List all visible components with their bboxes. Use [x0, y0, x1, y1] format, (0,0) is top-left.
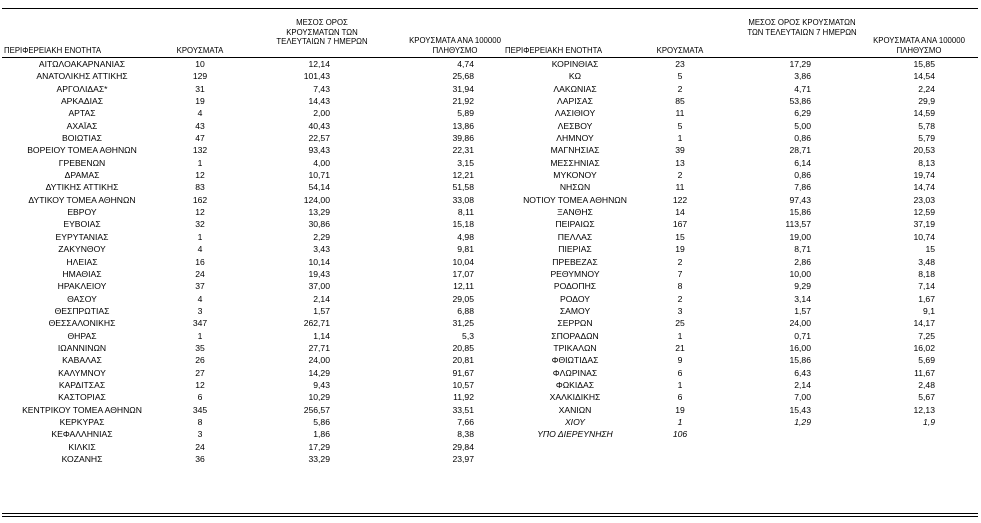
table-cell-cases: 2 [677, 256, 683, 267]
table-cell-per100k: 5,79 [918, 133, 935, 144]
table-cell-cases: 14 [675, 207, 685, 218]
table-cell-avg7: 22,57 [308, 133, 330, 144]
table-cell-avg7: 10,14 [308, 256, 330, 267]
table-cell-avg7: 30,86 [308, 219, 330, 230]
table-cell-region: ΠΕΛΛΑΣ [557, 231, 593, 242]
table-cell-avg7: 262,71 [303, 318, 330, 329]
table-cell-region: ΚΩ [568, 71, 582, 82]
left-region-column [4, 58, 160, 465]
table-cell-avg7: 1,57 [313, 305, 330, 316]
table-top-rule [2, 8, 978, 9]
table-cell-cases: 1 [197, 157, 203, 168]
table-cell-region: ΑΡΤΑΣ [68, 108, 96, 119]
table-cell-cases: 2 [677, 83, 683, 94]
table-cell-region: ΘΑΣΟΥ [67, 293, 97, 304]
table-cell-region: ΣΠΟΡΑΔΩΝ [551, 330, 599, 341]
table-cell-region: ΗΜΑΘΙΑΣ [62, 268, 102, 279]
table-cell-region: ΡΟΔΟΠΗΣ [553, 281, 597, 292]
table-cell-avg7: 13,29 [308, 207, 330, 218]
table-cell-per100k: 8,13 [918, 157, 935, 168]
table-cell-region: ΠΙΕΡΙΑΣ [558, 244, 592, 255]
table-cell-region: ΜΑΓΝΗΣΙΑΣ [550, 145, 600, 156]
table-cell-per100k: 3,15 [457, 157, 474, 168]
table-cell-avg7 [771, 428, 811, 440]
header-region-left: ΠΕΡΙΦΕΡΕΙΑΚΗ ΕΝΟΤΗΤΑ [4, 46, 102, 55]
table-cell-per100k: 1,9 [923, 416, 935, 427]
table-cell-cases: 39 [675, 145, 685, 156]
table-cell-region: ΝΟΤΙΟΥ ΤΟΜΕΑ ΑΘΗΝΩΝ [523, 194, 627, 205]
table-cell-per100k: 3,48 [918, 256, 935, 267]
table-cell-region: ΝΗΣΩΝ [559, 182, 591, 193]
table-cell-region: ΠΡΕΒΕΖΑΣ [552, 256, 598, 267]
table-cell-per100k: 5,69 [918, 355, 935, 366]
left-per100k-column [434, 58, 474, 465]
table-cell-region: ΧΑΝΙΩΝ [558, 404, 592, 415]
table-cell-region: ΑΡΓΟΛΙΔΑΣ* [56, 83, 108, 94]
table-cell-avg7: 5,00 [794, 120, 811, 131]
table-bottom-rule-double [2, 516, 978, 517]
table-cell-per100k: 7,66 [457, 416, 474, 427]
table-cell-avg7: 3,43 [313, 244, 330, 255]
table-cell-region: ΚΑΡΔΙΤΣΑΣ [58, 379, 106, 390]
table-cell-per100k: 7,14 [918, 281, 935, 292]
table-cell-avg7: 2,00 [313, 108, 330, 119]
header-avg7-right: ΜΕΣΟΣ ΟΡΟΣ ΚΡΟΥΣΜΑΤΩΝ ΤΩΝ ΤΕΛΕΥΤΑΙΩΝ 7 ΗΜΕΡΩΝ [747, 18, 857, 37]
table-cell-cases: 5 [677, 71, 683, 82]
table-cell-region: ΚΑΒΑΛΑΣ [62, 355, 102, 366]
table-cell-per100k: 4,98 [457, 231, 474, 242]
table-cell-region: ΒΟΙΩΤΙΑΣ [62, 133, 102, 144]
table-cell-avg7: 19,00 [789, 231, 811, 242]
table-cell-region: ΛΗΜΝΟΥ [556, 133, 594, 144]
table-cell-cases: 2 [677, 293, 683, 304]
table-cell-region: ΜΕΣΣΗΝΙΑΣ [550, 157, 600, 168]
table-cell-cases: 31 [195, 83, 205, 94]
table-cell-per100k: 9,1 [923, 305, 935, 316]
right-avg7-column [771, 58, 811, 441]
table-cell-cases: 1 [677, 133, 683, 144]
table-cell-cases: 122 [672, 194, 688, 205]
table-cell-region: ΙΩΑΝΝΙΝΩΝ [57, 342, 107, 353]
table-cell-region: ΛΕΣΒΟΥ [557, 120, 593, 131]
table-cell-region: ΛΑΡΙΣΑΣ [557, 96, 593, 107]
table-cell-cases: 3 [197, 429, 203, 440]
table-cell-per100k: 10,74 [913, 231, 935, 242]
table-cell-region: ΚΕΝΤΡΙΚΟΥ ΤΟΜΕΑ ΑΘΗΝΩΝ [22, 404, 142, 415]
table-cell-cases: 27 [195, 367, 205, 378]
table-cell-cases: 2 [677, 170, 683, 181]
table-cell-per100k: 25,68 [452, 71, 474, 82]
table-cell-cases: 36 [195, 454, 205, 464]
table-cell-per100k: 8,38 [457, 429, 474, 440]
table-cell-avg7: 0,86 [794, 133, 811, 144]
table-cell-avg7: 4,71 [794, 83, 811, 94]
right-region-column [500, 58, 650, 441]
table-cell-cases: 106 [672, 429, 688, 440]
table-cell-avg7: 6,29 [794, 108, 811, 119]
table-cell-region: ΘΕΣΣΑΛΟΝΙΚΗΣ [48, 318, 116, 329]
table-cell-avg7: 16,00 [789, 342, 811, 353]
table-cell-region: ΚΙΛΚΙΣ [68, 441, 96, 452]
table-cell-per100k: 20,81 [452, 355, 474, 366]
table-cell-per100k: 2,48 [918, 379, 935, 390]
table-cell-avg7: 10,00 [789, 268, 811, 279]
table-cell-cases: 12 [195, 379, 205, 390]
table-cell-per100k: 31,94 [452, 83, 474, 94]
table-cell-region: ΕΒΡΟΥ [67, 207, 97, 218]
table-cell-cases: 132 [192, 145, 208, 156]
table-cell-avg7: 10,29 [308, 392, 330, 403]
table-cell-per100k: 33,08 [452, 194, 474, 205]
table-cell-avg7: 53,86 [789, 96, 811, 107]
table-cell-per100k: 23,03 [913, 194, 935, 205]
table-cell-avg7: 12,14 [308, 59, 330, 69]
table-cell-per100k: 9,81 [457, 244, 474, 255]
table-cell-region: ΘΗΡΑΣ [67, 330, 97, 341]
table-cell-per100k: 33,51 [452, 404, 474, 415]
table-cell-avg7: 6,43 [794, 367, 811, 378]
table-cell-cases: 6 [677, 367, 683, 378]
table-cell-per100k: 16,02 [913, 342, 935, 353]
table-cell-per100k: 20,53 [913, 145, 935, 156]
table-cell-per100k: 29,9 [918, 96, 935, 107]
table-cell-cases: 11 [675, 182, 685, 193]
table-cell-avg7: 17,29 [308, 441, 330, 452]
table-cell-region: ΑΡΚΑΔΙΑΣ [60, 96, 104, 107]
table-cell-per100k: 5,3 [462, 330, 474, 341]
table-cell-cases: 21 [675, 342, 685, 353]
table-cell-avg7: 24,00 [789, 318, 811, 329]
table-cell-cases: 345 [192, 404, 208, 415]
table-cell-avg7: 28,71 [789, 145, 811, 156]
right-cases-column [648, 58, 712, 441]
table-cell-cases: 43 [195, 120, 205, 131]
table-cell-region: ΣΕΡΡΩΝ [557, 318, 593, 329]
table-cell-cases: 3 [197, 305, 203, 316]
table-cell-region: ΗΡΑΚΛΕΙΟΥ [57, 281, 107, 292]
table-cell-per100k: 15 [925, 244, 935, 255]
table-cell-avg7: 15,86 [789, 355, 811, 366]
table-cell-cases: 19 [675, 244, 685, 255]
table-cell-avg7: 93,43 [308, 145, 330, 156]
table-cell-avg7: 24,00 [308, 355, 330, 366]
table-cell-region: ΑΝΑΤΟΛΙΚΗΣ ΑΤΤΙΚΗΣ [36, 71, 128, 82]
table-cell-per100k: 29,84 [452, 441, 474, 452]
table-cell-avg7: 6,14 [794, 157, 811, 168]
table-cell-avg7: 14,43 [308, 96, 330, 107]
table-cell-cases: 23 [675, 59, 685, 69]
table-cell-avg7: 17,29 [789, 59, 811, 69]
table-cell-cases: 13 [675, 157, 685, 168]
table-cell-avg7: 19,43 [308, 268, 330, 279]
table-cell-cases: 32 [195, 219, 205, 230]
right-per100k-column [895, 58, 935, 441]
table-cell-per100k: 8,18 [918, 268, 935, 279]
table-cell-region: ΠΕΙΡΑΙΩΣ [555, 219, 595, 230]
table-cell-per100k: 37,19 [913, 219, 935, 230]
table-cell-avg7: 4,00 [313, 157, 330, 168]
table-cell-cases: 3 [677, 305, 683, 316]
table-cell-region: ΚΕΦΑΛΛΗΝΙΑΣ [51, 429, 113, 440]
table-cell-cases: 10 [195, 59, 205, 69]
table-cell-region: ΥΠΟ ΔΙΕΡΕΥΝΗΣΗ [537, 429, 613, 440]
table-cell-avg7: 7,43 [313, 83, 330, 94]
table-cell-avg7: 2,14 [794, 379, 811, 390]
header-per100k-right: ΚΡΟΥΣΜΑΤΑ ΑΝΑ 100000 ΠΛΗΘΥΣΜΟ [873, 36, 965, 55]
table-cell-avg7: 10,71 [308, 170, 330, 181]
table-cell-per100k: 19,74 [913, 170, 935, 181]
table-cell-cases: 19 [675, 404, 685, 415]
table-cell-per100k: 2,24 [918, 83, 935, 94]
table-bottom-rule [2, 513, 978, 514]
table-cell-avg7: 1,86 [313, 429, 330, 440]
table-cell-cases: 85 [675, 96, 685, 107]
table-cell-per100k: 23,97 [452, 454, 474, 464]
table-cell-cases: 1 [197, 330, 203, 341]
table-cell-per100k [895, 428, 935, 440]
table-cell-avg7: 7,00 [794, 392, 811, 403]
table-cell-region: ΣΑΜΟΥ [559, 305, 591, 316]
table-cell-cases: 37 [195, 281, 205, 292]
table-cell-region: ΒΟΡΕΙΟΥ ΤΟΜΕΑ ΑΘΗΝΩΝ [27, 145, 137, 156]
table-cell-region: ΚΟΡΙΝΘΙΑΣ [551, 59, 599, 69]
header-per100k-left: ΚΡΟΥΣΜΑΤΑ ΑΝΑ 100000 ΠΛΗΘΥΣΜΟ [409, 36, 501, 55]
table-cell-per100k: 14,59 [913, 108, 935, 119]
table-cell-cases: 4 [197, 293, 203, 304]
table-cell-avg7: 2,29 [313, 231, 330, 242]
table-cell-region: ΔΥΤΙΚΗΣ ΑΤΤΙΚΗΣ [45, 182, 119, 193]
table-cell-per100k: 11,92 [453, 392, 474, 403]
table-cell-avg7: 0,86 [794, 170, 811, 181]
table-cell-per100k: 13,86 [452, 120, 474, 131]
table-cell-per100k: 17,07 [452, 268, 474, 279]
table-cell-per100k: 5,78 [918, 120, 935, 131]
table-cell-per100k: 1,67 [918, 293, 935, 304]
table-cell-avg7: 3,14 [794, 293, 811, 304]
left-cases-column [168, 58, 232, 465]
table-cell-cases: 11 [675, 108, 685, 119]
table-cell-region: ΗΛΕΙΑΣ [66, 256, 98, 267]
table-cell-region: ΞΑΝΘΗΣ [557, 207, 593, 218]
table-cell-cases: 19 [195, 96, 205, 107]
table-cell-cases: 6 [197, 392, 203, 403]
table-cell-cases: 1 [677, 416, 683, 427]
table-cell-per100k: 20,85 [452, 342, 474, 353]
table-cell-avg7: 9,29 [794, 281, 811, 292]
header-avg7-left: ΜΕΣΟΣ ΟΡΟΣ ΚΡΟΥΣΜΑΤΩΝ ΤΩΝ ΤΕΛΕΥΤΑΙΩΝ 7 ΗΜΕΡΩΝ [276, 18, 368, 46]
header-cases-right: ΚΡΟΥΣΜΑΤΑ [656, 46, 704, 55]
table-cell-region: ΛΑΚΩΝΙΑΣ [553, 83, 597, 94]
table-cell-region: ΑΧΑΪΑΣ [66, 120, 98, 131]
table-cell-per100k: 12,59 [913, 207, 935, 218]
table-cell-avg7: 2,14 [313, 293, 330, 304]
header-cases-left: ΚΡΟΥΣΜΑΤΑ [176, 46, 224, 55]
table-cell-region: ΚΕΡΚΥΡΑΣ [59, 416, 105, 427]
table-cell-region: ΕΥΡΥΤΑΝΙΑΣ [55, 231, 109, 242]
table-cell-avg7: 15,43 [789, 404, 811, 415]
table-cell-cases: 47 [195, 133, 205, 144]
table-cell-avg7: 1,29 [794, 416, 811, 427]
table-cell-avg7: 5,86 [313, 416, 330, 427]
table-cell-region: ΚΑΣΤΟΡΙΑΣ [58, 392, 106, 403]
table-cell-cases: 12 [195, 207, 205, 218]
table-cell-cases: 24 [195, 268, 205, 279]
table-cell-per100k: 91,67 [452, 367, 474, 378]
table-cell-avg7: 2,86 [794, 256, 811, 267]
table-cell-avg7: 37,00 [308, 281, 330, 292]
table-cell-region: ΡΟΔΟΥ [560, 293, 590, 304]
table-cell-avg7: 15,86 [789, 207, 811, 218]
table-cell-cases: 9 [677, 355, 683, 366]
table-cell-cases: 26 [195, 355, 205, 366]
table-cell-region: ΦΛΩΡΙΝΑΣ [552, 367, 598, 378]
header-region-right: ΠΕΡΙΦΕΡΕΙΑΚΗ ΕΝΟΤΗΤΑ [505, 46, 603, 55]
table-cell-region: ΔΡΑΜΑΣ [64, 170, 100, 181]
table-cell-region: ΘΕΣΠΡΩΤΙΑΣ [54, 305, 110, 316]
table-cell-cases: 15 [675, 231, 685, 242]
table-cell-per100k: 4,74 [457, 59, 474, 69]
table-cell-region: ΖΑΚΥΝΘΟΥ [58, 244, 106, 255]
table-cell-avg7: 8,71 [794, 244, 811, 255]
table-cell-region: ΚΟΖΑΝΗΣ [61, 454, 103, 464]
table-cell-avg7: 9,43 [313, 379, 330, 390]
table-cell-region: ΕΥΒΟΙΑΣ [63, 219, 101, 230]
table-cell-per100k: 22,31 [452, 145, 474, 156]
table-cell-cases: 1 [677, 379, 683, 390]
table-cell-avg7: 27,71 [308, 342, 330, 353]
table-cell-avg7: 40,43 [308, 120, 330, 131]
table-cell-per100k: 5,89 [457, 108, 474, 119]
table-cell-cases: 25 [675, 318, 685, 329]
table-cell-region: ΑΙΤΩΛΟΑΚΑΡΝΑΝΙΑΣ [38, 59, 126, 69]
table-cell-per100k: 14,54 [913, 71, 935, 82]
table-cell-cases: 8 [197, 416, 203, 427]
table-cell-avg7: 3,86 [794, 71, 811, 82]
table-cell-per100k: 39,86 [452, 133, 474, 144]
table-cell-cases: 35 [195, 342, 205, 353]
table-cell-avg7: 33,29 [308, 454, 330, 464]
table-cell-avg7: 0,71 [794, 330, 811, 341]
table-cell-cases: 83 [195, 182, 205, 193]
table-cell-per100k: 29,05 [452, 293, 474, 304]
table-cell-per100k: 12,11 [453, 281, 474, 292]
table-cell-cases: 6 [677, 392, 683, 403]
table-cell-cases: 12 [195, 170, 205, 181]
table-cell-avg7: 113,57 [785, 219, 811, 230]
table-cell-region: ΓΡΕΒΕΝΩΝ [58, 157, 106, 168]
left-avg7-column [290, 58, 330, 465]
table-cell-avg7: 14,29 [308, 367, 330, 378]
table-cell-per100k: 10,57 [452, 379, 474, 390]
table-cell-cases: 16 [195, 256, 205, 267]
table-cell-avg7: 1,14 [313, 330, 330, 341]
table-cell-region: ΜΥΚΟΝΟΥ [553, 170, 597, 181]
table-cell-per100k: 31,25 [452, 318, 474, 329]
table-cell-region: ΧΑΛΚΙΔΙΚΗΣ [549, 392, 601, 403]
table-cell-region: ΧΙΟΥ [564, 416, 586, 427]
table-cell-cases: 347 [192, 318, 208, 329]
table-cell-cases: 167 [672, 219, 688, 230]
table-cell-per100k: 14,74 [913, 182, 935, 193]
table-cell-per100k: 11,67 [914, 367, 935, 378]
table-cell-per100k: 51,58 [452, 182, 474, 193]
table-cell-per100k: 15,18 [452, 219, 474, 230]
table-cell-region: ΦΘΙΩΤΙΔΑΣ [551, 355, 599, 366]
table-cell-avg7: 97,43 [789, 194, 811, 205]
table-cell-cases: 1 [197, 231, 203, 242]
table-cell-per100k: 14,17 [913, 318, 935, 329]
table-cell-per100k: 8,11 [457, 207, 474, 218]
table-cell-avg7: 54,14 [308, 182, 330, 193]
table-cell-per100k: 21,92 [452, 96, 474, 107]
table-cell-per100k: 12,21 [452, 170, 474, 181]
table-cell-per100k: 12,13 [913, 404, 935, 415]
table-cell-per100k: 5,67 [918, 392, 935, 403]
table-cell-per100k: 7,25 [918, 330, 935, 341]
table-cell-cases: 1 [677, 330, 683, 341]
table-cell-avg7: 1,57 [794, 305, 811, 316]
table-cell-per100k: 10,04 [452, 256, 474, 267]
table-cell-cases: 129 [192, 71, 208, 82]
table-cell-cases: 7 [677, 268, 683, 279]
table-cell-cases: 24 [195, 441, 205, 452]
table-cell-region: ΛΑΣΙΘΙΟΥ [554, 108, 596, 119]
table-cell-avg7: 124,00 [303, 194, 330, 205]
table-cell-cases: 4 [197, 108, 203, 119]
table-cell-per100k: 6,88 [457, 305, 474, 316]
table-cell-region: ΤΡΙΚΑΛΩΝ [553, 342, 597, 353]
table-cell-avg7: 256,57 [303, 404, 330, 415]
table-cell-cases: 5 [677, 120, 683, 131]
table-cell-cases: 8 [677, 281, 683, 292]
table-cell-cases: 4 [197, 244, 203, 255]
table-cell-avg7: 101,43 [303, 71, 330, 82]
table-cell-region: ΡΕΘΥΜΝΟΥ [550, 268, 600, 279]
table-cell-region: ΔΥΤΙΚΟΥ ΤΟΜΕΑ ΑΘΗΝΩΝ [28, 194, 136, 205]
table-cell-per100k: 15,85 [913, 59, 935, 69]
table-cell-region: ΦΩΚΙΔΑΣ [555, 379, 595, 390]
table-cell-cases: 162 [192, 194, 208, 205]
table-cell-region: ΚΑΛΥΜΝΟΥ [58, 367, 106, 378]
table-cell-avg7: 7,86 [794, 182, 811, 193]
